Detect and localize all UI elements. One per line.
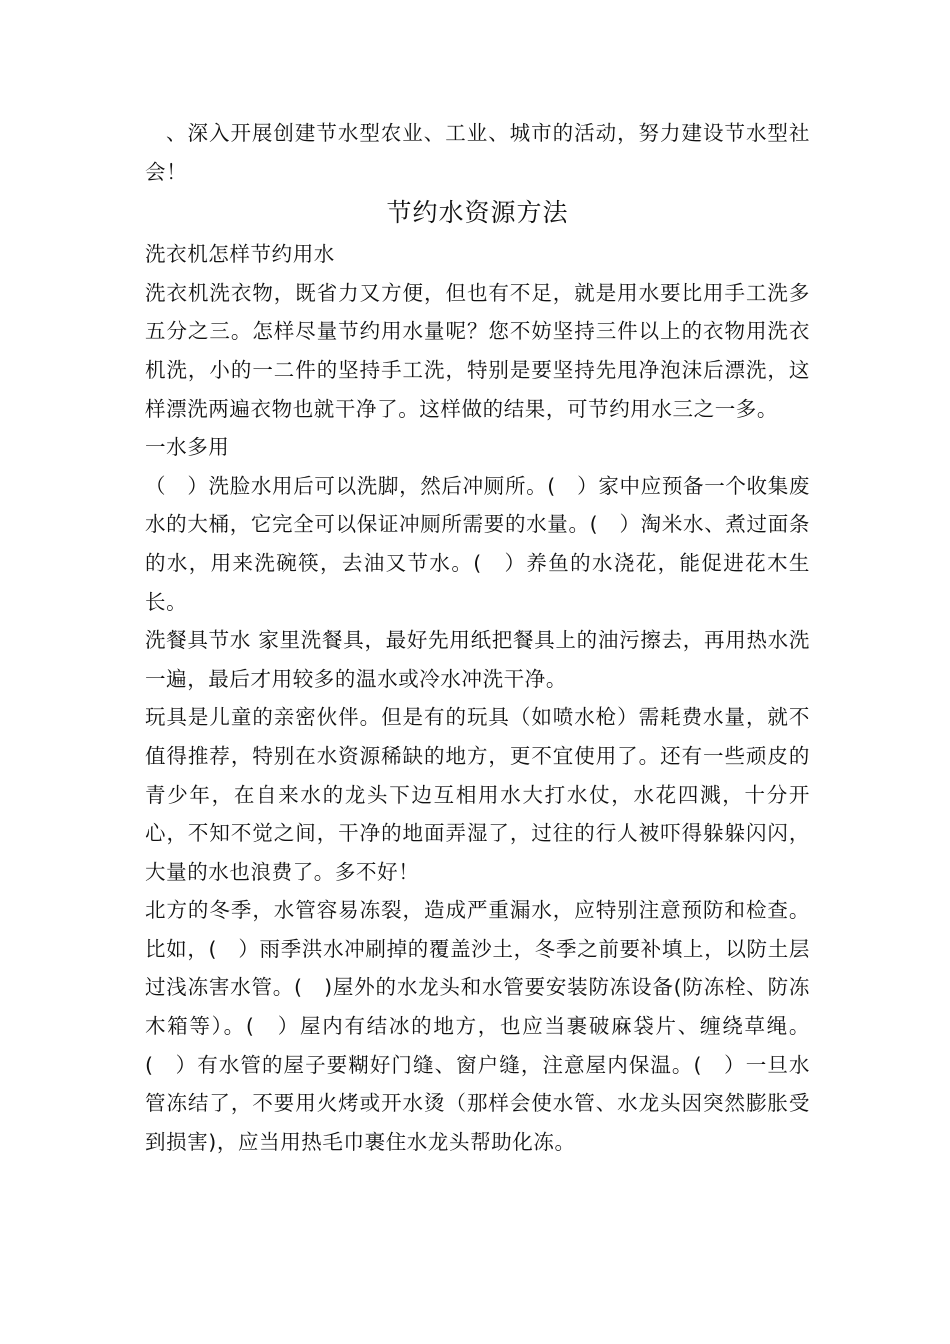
- paragraph-washing-machine: 洗衣机洗衣物，既省力又方便，但也有不足，就是用水要比用手工洗多五分之三。怎样尽量节约用水量呢？您不妨坚持三件以上的衣物用洗衣机洗，小的一二件的坚持手工洗，特别是要坚持先甩净泡沫后漂洗，这样漂洗两遍衣物也就干净了。这样做的结果，可节约用水三之一多。: [145, 280, 810, 421]
- intro-paragraph: 、深入开展创建节水型农业、工业、城市的活动，努力建设节水型社会！: [145, 121, 810, 184]
- document-body: [145, 114, 810, 1161]
- section-heading-washing-machine: 洗衣机怎样节约用水: [145, 242, 335, 267]
- section-heading-reuse-water: 一水多用: [145, 435, 230, 460]
- paragraph-winter-pipes: 北方的冬季，水管容易冻裂，造成严重漏水，应特别注意预防和检查。比如，( ）雨季洪水冲刷掉的覆盖沙土，冬季之前要补填上，以防土层过浅冻害水管。( )屋外的水龙头和水管要安装防冻设备(防冻栓、防冻木箱等）。( ）屋内有结冰的地方，也应当裹破麻袋片、缠绕草绳。( ）有水管的屋子要糊好门缝、窗户缝，注意屋内保温。( ）一旦水管冻结了，不要用火烤或开水烫（那样会使水管、水龙头因突然膨胀受到损害)，应当用热毛巾裹住水龙头帮助化冻。: [145, 898, 810, 1154]
- page-title: 节约水资源方法: [386, 198, 569, 228]
- paragraph-reuse-water: （ ）洗脸水用后可以洗脚，然后冲厕所。( ）家中应预备一个收集废水的大桶，它完全可以保证冲厕所需要的水量。( ）淘米水、煮过面条的水，用来洗碗筷，去油又节水。( ）养鱼的水浇花，能促进花木生长。: [145, 473, 810, 614]
- paragraph-toys: 玩具是儿童的亲密伙伴。但是有的玩具（如喷水枪）需耗费水量，就不值得推荐，特别在水资源稀缺的地方，更不宜使用了。还有一些顽皮的青少年，在自来水的龙头下边互相用水大打水仗，水花四溅，十分开心，不知不觉之间，干净的地面弄湿了，过往的行人被吓得躲躲闪闪，大量的水也浪费了。多不好！: [145, 705, 810, 884]
- paragraph-dishwashing: 洗餐具节水 家里洗餐具，最好先用纸把餐具上的油污擦去，再用热水洗一遍，最后才用较多的温水或冷水冲洗干净。: [145, 628, 810, 691]
